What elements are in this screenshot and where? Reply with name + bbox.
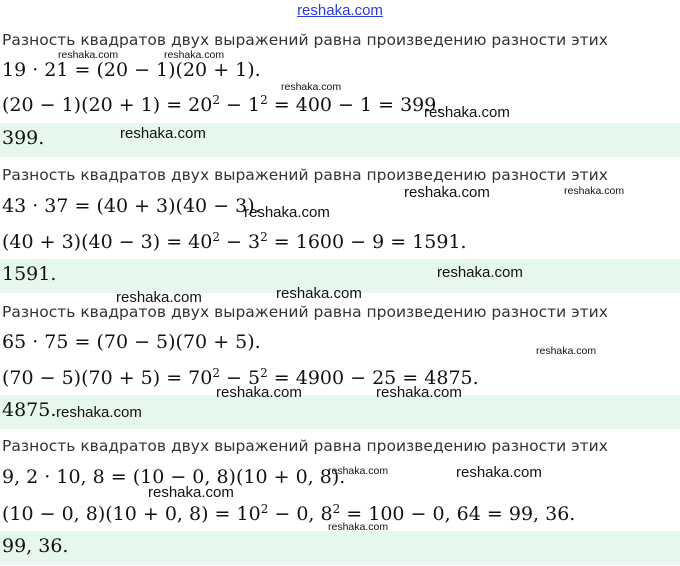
watermark: reshaka.com (328, 521, 389, 533)
watermark: reshaka.com (120, 125, 206, 142)
watermark: reshaka.com (564, 185, 625, 197)
watermark: reshaka.com (116, 289, 202, 306)
watermark: reshaka.com (276, 285, 362, 302)
watermark: reshaka.com (424, 104, 510, 121)
watermark: reshaka.com (164, 49, 225, 61)
equation-step-1: 43 · 37 = (40 + 3)(40 − 3). (2, 195, 261, 217)
watermark: reshaka.com (148, 484, 234, 501)
site-link[interactable]: reshaka.com (297, 2, 383, 19)
watermark: reshaka.com (437, 264, 523, 281)
solution-intro: Разность квадратов двух выражений равна произведению разности этих (2, 31, 608, 49)
equation-step-2: (10 − 0, 8)(10 + 0, $8) = 10^2 - 0$, $8^2 = 100 - 0$, 64 = 99, 36. (2, 502, 576, 525)
equation-step-2: $(40 + 3)(40 - 3) = 40^2 - 3^2 = 1600 - 9 = 1591$. (2, 230, 467, 253)
watermark: reshaka.com (281, 81, 342, 93)
watermark: reshaka.com (404, 184, 490, 201)
answer-value: 99, 36. (2, 535, 69, 557)
answer-value: 4875. (2, 399, 57, 421)
watermark: reshaka.com (456, 464, 542, 481)
watermark: reshaka.com (328, 465, 389, 477)
watermark: reshaka.com (536, 345, 597, 357)
equation-step-1: 19 · 21 = (20 − 1)(20 + 1). (2, 59, 261, 81)
answer-bar (0, 123, 680, 157)
solution-intro: Разность квадратов двух выражений равна произведению разности этих (2, 437, 608, 455)
equation-step-1: 9, 2 · 10, 8 = (10 − 0, 8)(10 + 0, 8). (2, 466, 346, 488)
answer-value: 399. (2, 127, 45, 149)
solution-intro: Разность квадратов двух выражений равна произведению разности этих (2, 166, 608, 184)
equation-step-1: 65 · 75 = (70 − 5)(70 + 5). (2, 331, 261, 353)
watermark: reshaka.com (216, 384, 302, 401)
equation-step-2: $(20 - 1)(20 + 1) = 20^2 - 1^2 = 400 - 1 = 399$. (2, 93, 443, 116)
watermark: reshaka.com (244, 204, 330, 221)
watermark: reshaka.com (58, 49, 119, 61)
solution-intro: Разность квадратов двух выражений равна произведению разности этих (2, 303, 608, 321)
watermark: reshaka.com (376, 384, 462, 401)
equation-step-2: $(70 - 5)(70 + 5) = 70^2 - 5^2 = 4900 - 25 = 4875$. (2, 366, 479, 389)
answer-value: 1591. (2, 263, 57, 285)
answer-bar (0, 531, 680, 565)
page-header (0, 0, 680, 26)
watermark: reshaka.com (56, 404, 142, 421)
